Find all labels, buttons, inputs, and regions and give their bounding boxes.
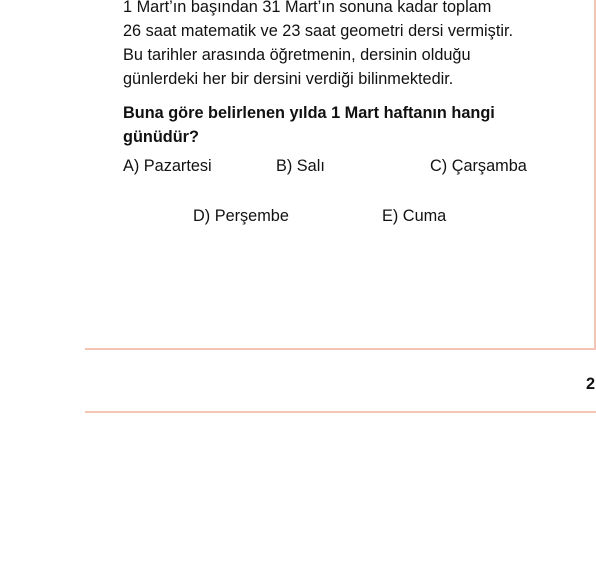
stem-line: 26 saat matematik ve 23 saat geometri dersi vermiştir.	[123, 22, 514, 40]
stem-line: günlerdeki her bir dersini verdiği bilinmektedir.	[123, 70, 454, 88]
option-d[interactable]: D) Perşembe	[193, 207, 289, 225]
prompt-line: Buna göre belirlenen yılda 1 Mart haftanın hangi	[123, 104, 495, 122]
stem-line: 1 Mart’ın başından 31 Mart’ın sonuna kadar toplam	[123, 0, 492, 16]
stem-line: Bu tarihler arasında öğretmenin, dersinin olduğu	[123, 46, 471, 64]
option-a[interactable]: A) Pazartesi	[123, 157, 212, 175]
option-b[interactable]: B) Salı	[276, 157, 325, 175]
option-c[interactable]: C) Çarşamba	[430, 157, 527, 175]
question-stem	[123, 0, 573, 91]
option-e[interactable]: E) Cuma	[382, 207, 447, 225]
footer-divider	[85, 411, 596, 413]
prompt-line: günüdür?	[123, 128, 199, 146]
page-number: 2	[585, 375, 595, 393]
question-prompt	[123, 101, 573, 149]
